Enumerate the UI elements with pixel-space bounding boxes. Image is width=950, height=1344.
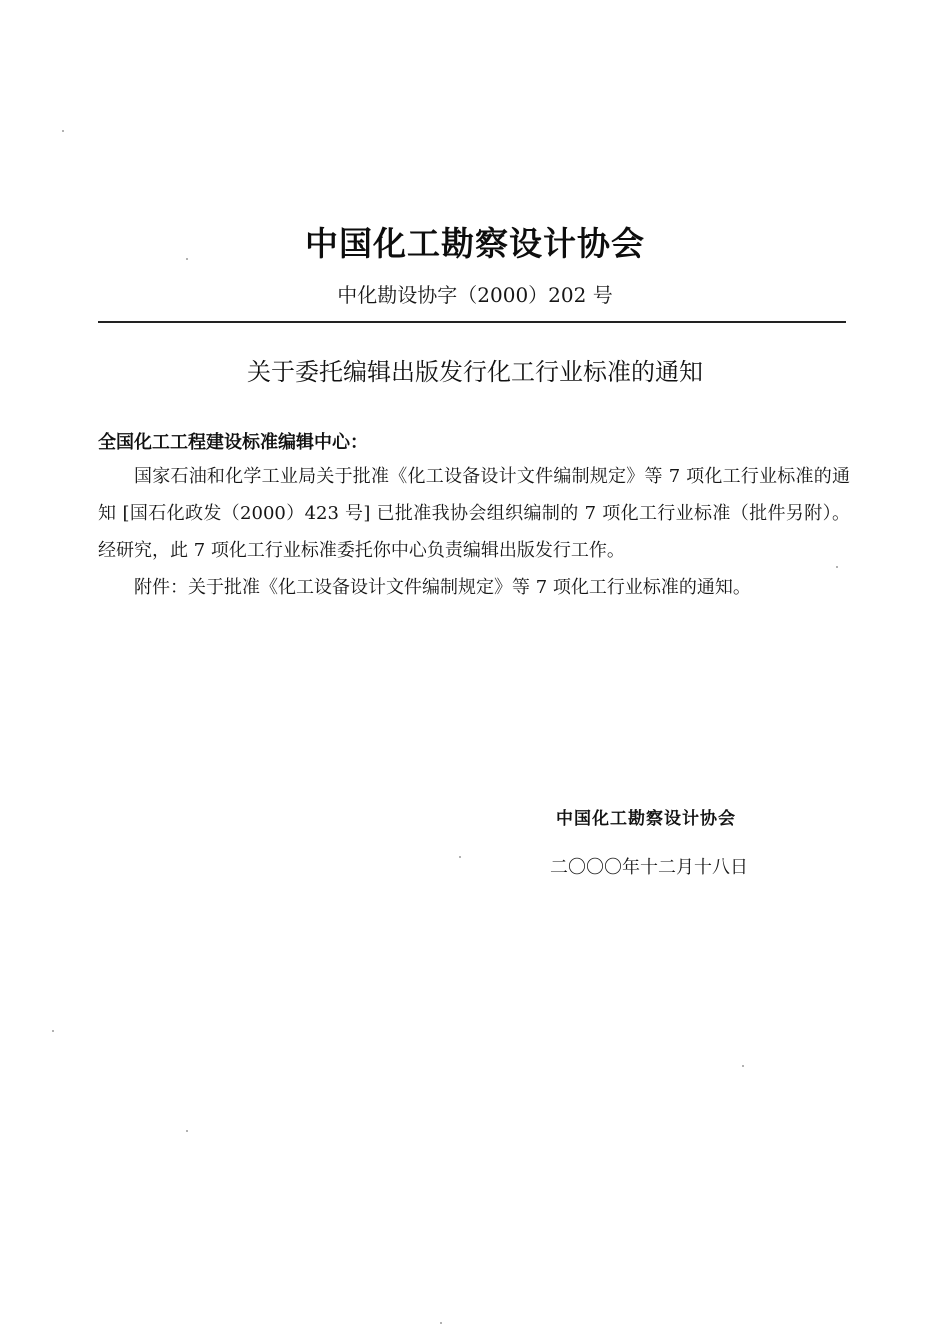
recipient-line: 全国化工工程建设标准编辑中心： [98,432,368,453]
body-paragraph-main: 国家石油和化学工业局关于批准《化工设备设计文件编制规定》等 7 项化工行业标准的通知 [国石化政发（2000）423 号] 已批准我协会组织编制的 7 项化工行业标准（批件另附）。经研究，此 7 项化工行业标准委托你中心负责编辑出版发行工作。 [98,466,850,561]
issue-date: 二〇〇〇年十二月十八日 [550,857,748,878]
scan-speck [186,1130,188,1132]
scan-speck [742,1065,744,1067]
scan-speck [62,130,64,132]
scan-speck [459,856,461,858]
scan-speck [186,258,188,260]
scan-speck [836,566,838,568]
signer-organization: 中国化工勘察设计协会 [556,809,736,829]
scan-speck [52,1030,54,1032]
header-divider [98,321,846,323]
organization-title: 中国化工勘察设计协会 [305,224,645,263]
notice-body [98,458,850,606]
document-number: 中化勘设协字（2000）202 号 [337,283,613,307]
body-paragraph-attachment: 附件：关于批准《化工设备设计文件编制规定》等 7 项化工行业标准的通知。 [134,577,751,598]
notice-subject: 关于委托编辑出版发行化工行业标准的通知 [247,358,703,386]
scan-speck [440,1322,442,1324]
